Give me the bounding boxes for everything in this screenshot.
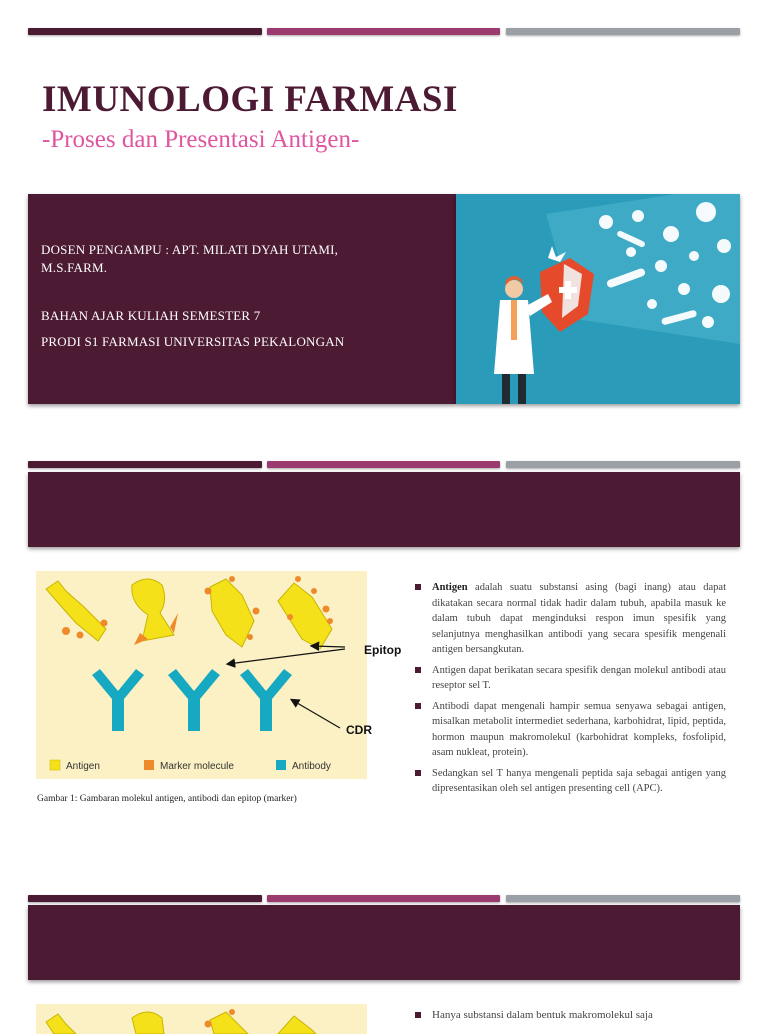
epitop-arrow-2 xyxy=(228,649,345,664)
accent-bar-grey xyxy=(506,28,740,35)
slide-title: IMUNOLOGI FARMASI xyxy=(42,79,458,120)
bullet-text: Sedangkan sel T hanya mengenali peptida saja sebagai antigen yang dipresentasikan oleh sel antigen presenting cell (APC). xyxy=(432,767,726,794)
accent-bar-plum xyxy=(28,895,262,902)
legend-label-antibody: Antibody xyxy=(292,761,331,772)
bullet-text: adalah suatu substansi asing (bagi inang) atau dapat dikatakan secara normal tidak hadir dalam tubuh, apabila masuk ke dalam tubuh dapat menginduksi respon imun spesifik yang selanjutnya menghasilkan antibodi yang secara spesifik mengenali antigen bersangkutan. xyxy=(432,582,726,655)
cdr-arrow xyxy=(292,700,340,728)
accent-bar-magenta xyxy=(267,461,500,468)
lecturer-line-1: DOSEN PENGAMPU : APT. MILATI DYAH UTAMI, xyxy=(41,242,339,257)
bullet-text: Antibodi dapat mengenali hampir semua senyawa sebagai antigen, misalkan metabolit intermediet sederhana, karbohidrat, lipid, peptida, hormon maupun makromolekul (karbohidrat kompleks, fosfolipid, asam nukleat, protein). xyxy=(432,700,726,758)
annotation-overlay xyxy=(180,630,410,750)
bullet-square-icon xyxy=(415,584,421,590)
legend-label-antigen: Antigen xyxy=(66,761,100,772)
info-panel xyxy=(28,194,456,404)
slide1-accent-bars xyxy=(28,28,740,36)
doctor-shield-illustration xyxy=(456,194,740,404)
antigen-diagram-partial xyxy=(36,1004,367,1034)
list-item xyxy=(412,699,726,761)
bullet-square-icon xyxy=(415,770,421,776)
bullet-square-icon xyxy=(415,703,421,709)
legend-label-marker: Marker molecule xyxy=(160,761,234,772)
figure-caption: Gambar 1: Gambaran molekul antigen, antibodi dan epitop (marker) xyxy=(37,794,297,804)
list-item xyxy=(412,580,726,658)
antigen-bullet-list xyxy=(412,580,726,802)
legend-swatch-antibody xyxy=(276,760,286,770)
bullet-bold-term: Antigen xyxy=(432,582,468,593)
list-item xyxy=(412,766,726,797)
accent-bar-magenta xyxy=(267,28,500,35)
doctor-shield-image xyxy=(456,194,740,404)
epitop-arrow-1 xyxy=(312,646,345,647)
bullet-square-icon xyxy=(415,667,421,673)
accent-bar-plum xyxy=(28,28,262,35)
bullet-text: Antigen dapat berikatan secara spesifik dengan molekul antibodi atau reseptor sel T. xyxy=(432,664,726,691)
antigen-figure-partial xyxy=(36,1004,367,1034)
course-material: BAHAN AJAR KULIAH SEMESTER 7 xyxy=(41,308,261,323)
accent-bar-grey xyxy=(506,461,740,468)
slide2-accent-bars xyxy=(28,461,740,469)
epitop-label: Epitop xyxy=(364,643,402,657)
cdr-label: CDR xyxy=(346,723,372,737)
bullet-text: Hanya substansi dalam bentuk makromolekul saja xyxy=(432,1009,653,1021)
legend-swatch-marker xyxy=(144,760,154,770)
slide2-title-band xyxy=(28,472,740,547)
accent-bar-grey xyxy=(506,895,740,902)
slide3-title-band xyxy=(28,905,740,980)
list-item xyxy=(412,1008,726,1023)
legend-swatch-antigen xyxy=(50,760,60,770)
accent-bar-plum xyxy=(28,461,262,468)
study-program: PRODI S1 FARMASI UNIVERSITAS PEKALONGAN xyxy=(41,334,345,349)
slide-subtitle: -Proses dan Presentasi Antigen- xyxy=(42,126,360,153)
accent-bar-magenta xyxy=(267,895,500,902)
bullet-square-icon xyxy=(415,1012,421,1018)
lecturer-line-2: M.S.FARM. xyxy=(41,260,108,275)
slide3-bullet-list xyxy=(412,1008,726,1023)
list-item xyxy=(412,663,726,694)
slide3-accent-bars xyxy=(28,895,740,903)
